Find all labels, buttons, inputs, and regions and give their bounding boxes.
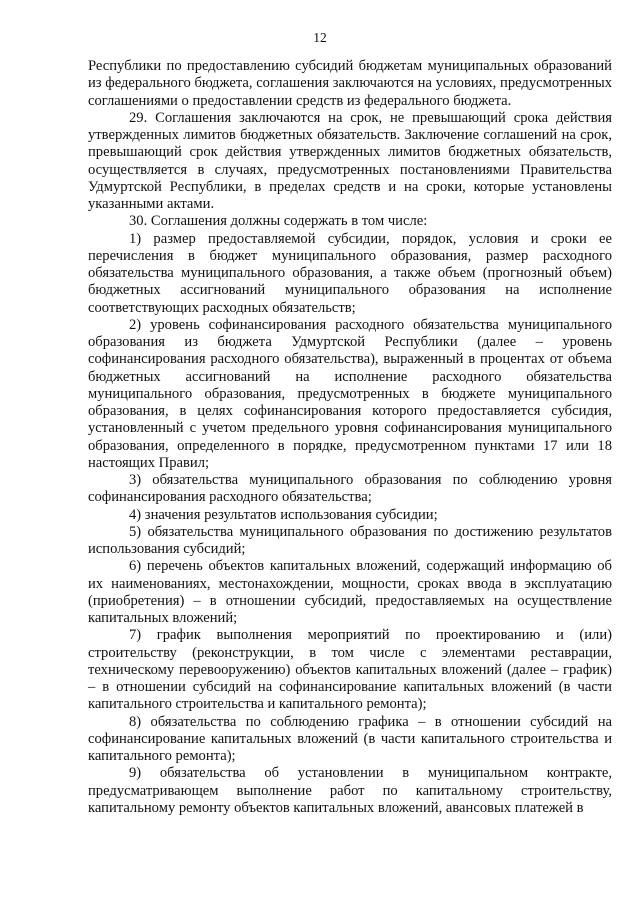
list-item-2: 2) уровень софинансирования расходного обязательства муниципального образования из бюджета Удмуртской Республики (далее – уровень софинансирования расходного обязательства), выраженный в процентах от объема бюджетных ассигнований на исполнение расходного обязательства муниципального образования, предусмотренных в бюджете муниципального образования, в целях софинансирования которого предоставляется субсидия, установленный с учетом предельного уровня софинансирования муниципального образования, определенного в порядке, предусмотренном пунктами 17 или 18 настоящих Правил; [88, 316, 612, 471]
list-item-7: 7) график выполнения мероприятий по проектированию и (или) строительству (реконструкции, в том числе с элементами реставрации, техническому перевооружению) объектов капитальных вложений (далее – график) – в отношении субсидий на софинансирование капитальных вложений (в части капитального строительства и капитального ремонта); [88, 627, 612, 713]
list-item-3: 3) обязательства муниципального образования по соблюдению уровня софинансирования расходного обязательства; [88, 472, 612, 506]
paragraph-continuation: Республики по предоставлению субсидий бюджетам муниципальных образований из федерального бюджета, соглашения заключаются на условиях, предусмотренных соглашениями о предоставлении средств из федерального бюджета. [88, 58, 612, 109]
list-item-1: 1) размер предоставляемой субсидии, порядок, условия и сроки ее перечисления в бюджет муниципального образования, размер расходного обязательства муниципального образования, а также объем (прогнозный объем) бюджетных ассигнований муниципального образования на исполнение соответствующих расходных обязательств; [88, 230, 612, 316]
list-item-6: 6) перечень объектов капитальных вложений, содержащий информацию об их наименованиях, местонахождении, мощности, сроках ввода в эксплуатацию (приобретения) – в отношении субсидий, предоставляемых на осуществление капитальных вложений; [88, 558, 612, 626]
paragraph-29: 29. Соглашения заключаются на срок, не превышающий срока действия утвержденных лимитов бюджетных обязательств. Заключение соглашений на срок, превышающий срок действия утвержденных лимитов бюджетных обязательств, осуществляется в случаях, предусмотренных постановлениями Правительства Удмуртской Республики, в пределах средств и на сроки, которые установлены указанными актами. [88, 109, 612, 212]
page-number: 12 [313, 30, 327, 45]
list-item-9: 9) обязательства об установлении в муниципальном контракте, предусматривающем выполнение работ по капитальному строительству, капитальному ремонту объектов капитальных вложений, авансовых платежей в [88, 765, 612, 816]
paragraph-30: 30. Соглашения должны содержать в том числе: [129, 213, 428, 230]
list-item-8: 8) обязательства по соблюдению графика – в отношении субсидий на софинансирование капитальных вложений (в части капитального строительства и капитального ремонта); [88, 713, 612, 764]
document-body [88, 58, 612, 817]
list-item-4: 4) значения результатов использования субсидии; [129, 506, 438, 523]
list-item-5: 5) обязательства муниципального образования по достижению результатов использования субсидий; [88, 523, 612, 557]
